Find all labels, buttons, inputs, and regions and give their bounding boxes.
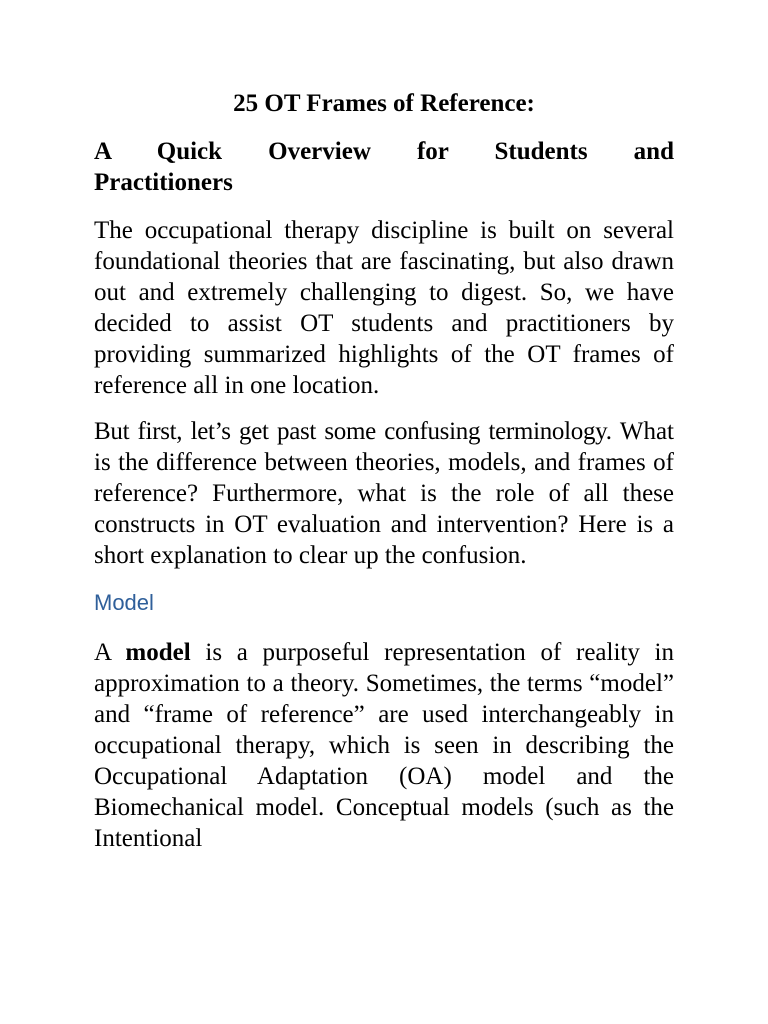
model-paragraph-body: is a purposeful representation of reality in approximation to a theory. Sometimes, the terms “model” and “frame of reference” are used interchangeably in occupational therapy, which is seen in describing the Occupational Adaptation (OA) model and the Biomechanical model. Conceptual models (such as the Intentional (94, 639, 674, 852)
model-term: model (125, 639, 191, 666)
model-paragraph-prefix: A (94, 639, 126, 666)
terminology-paragraph (94, 416, 674, 571)
section-heading-model: Model (94, 590, 154, 615)
document-page (94, 88, 674, 869)
intro-paragraph: The occupational therapy discipline is built on several foundational theories that are fascinating, but also drawn out and extremely challenging to digest. So, we have decided to assist OT students and practitioners by providing summarized highlights of the OT frames of reference all in one location. (94, 217, 674, 399)
document-subtitle (94, 136, 674, 198)
terminology-body-text: What is the difference between theories, models, and frames of reference? Furthermore, what is the role of all these constructs in OT evaluation and intervention? Here is a short explanation to clear up the confusion. (94, 418, 675, 569)
document-title: 25 OT Frames of Reference: (233, 90, 535, 117)
terminology-lead-text: But first, let’s get past some confusing terminology. (94, 418, 612, 445)
model-paragraph (94, 637, 674, 854)
subtitle-line-2: Practitioners (94, 169, 233, 196)
subtitle-line-1: A Quick Overview for Students and (94, 138, 674, 165)
